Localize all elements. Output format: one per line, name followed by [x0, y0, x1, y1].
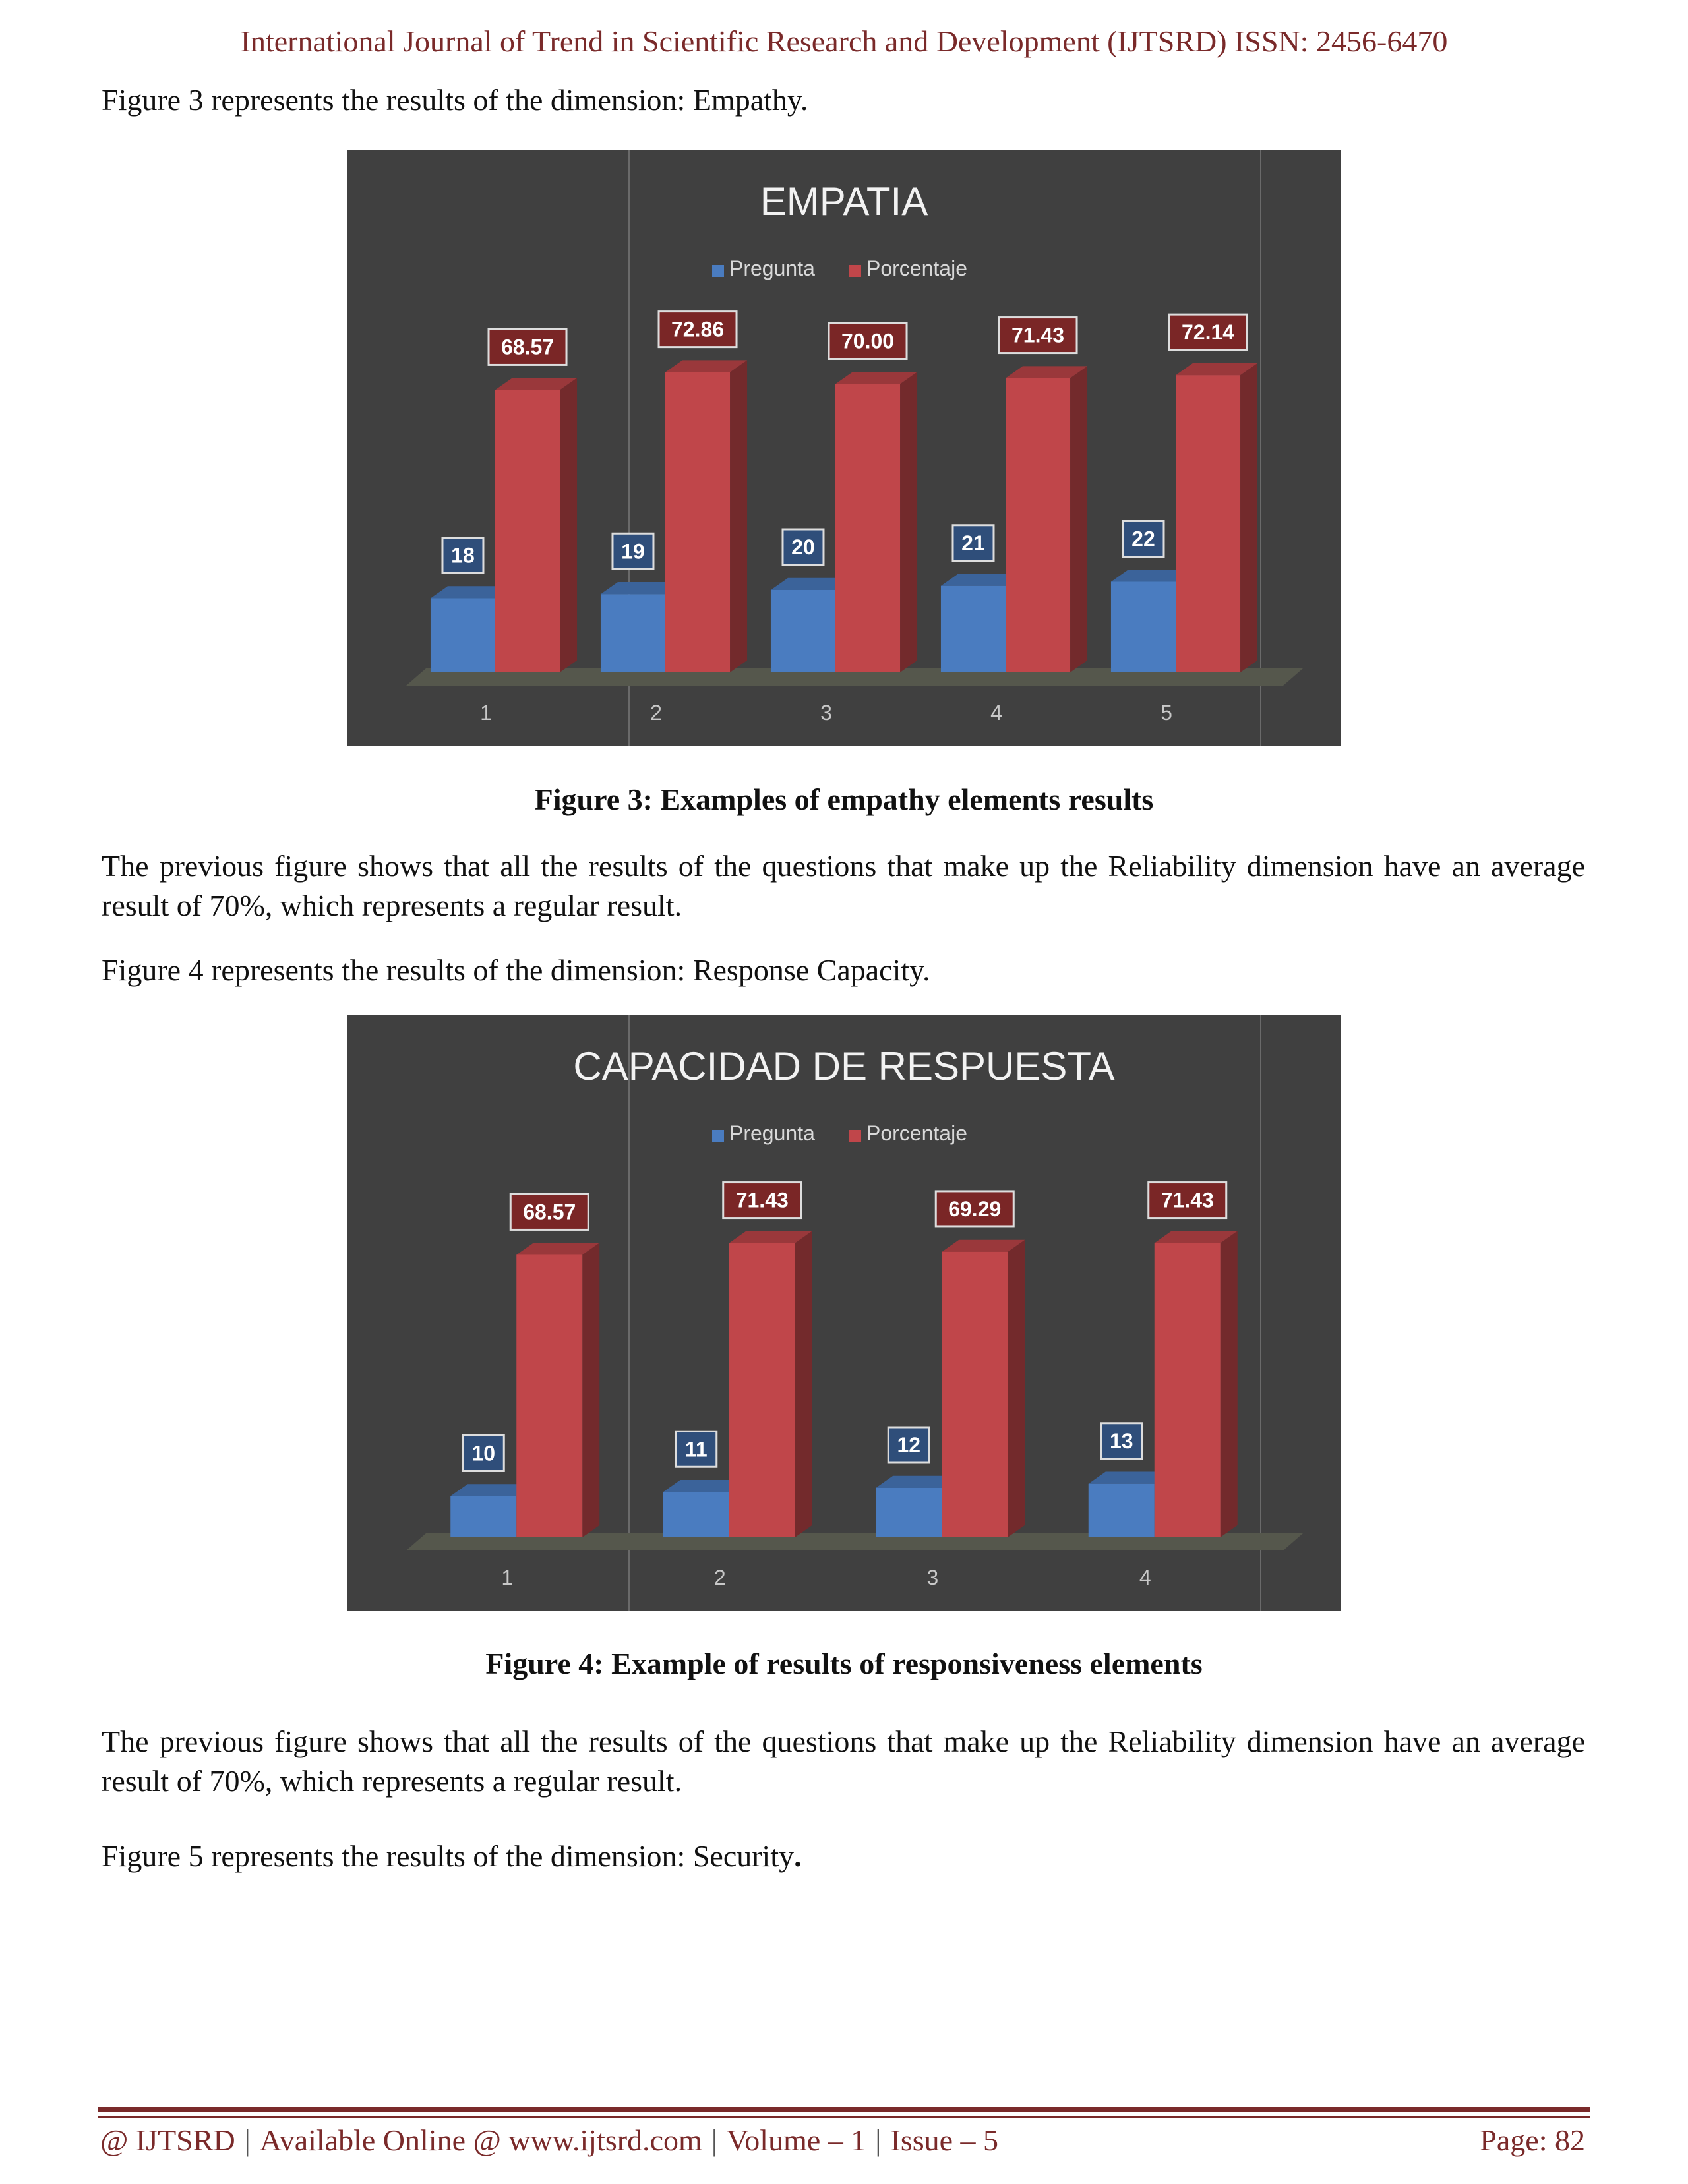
data-label-text: 10	[471, 1441, 496, 1465]
data-label	[676, 1431, 717, 1467]
legend-label: Pregunta	[729, 256, 815, 280]
bar-porcentaje	[495, 378, 577, 672]
bar-front	[1006, 378, 1070, 672]
bar-front	[665, 372, 730, 672]
page-footer	[100, 2123, 1585, 2158]
data-label-text: 21	[961, 531, 985, 555]
data-label-text: 71.43	[1011, 323, 1065, 347]
data-label	[659, 312, 737, 347]
bar-front	[1155, 1243, 1221, 1537]
bar-front	[1176, 375, 1240, 672]
figure3-intro: Figure 3 represents the results of the dimension: Empathy.	[102, 83, 808, 117]
legend-label: Porcentaje	[866, 1121, 967, 1145]
legend-swatch	[849, 265, 861, 277]
bar-front	[835, 384, 900, 673]
footer-volume: Volume – 1	[727, 2123, 866, 2157]
bar-front	[876, 1488, 942, 1537]
bar-porcentaje	[729, 1231, 812, 1537]
data-label-text: 13	[1109, 1429, 1133, 1453]
paragraph-after-figure3: The previous figure shows that all the results of the questions that make up the Reliability dimension have an average result of 70%, which represents a regular result.	[102, 849, 1585, 922]
figure5-intro	[102, 1837, 1585, 1876]
data-label	[936, 1191, 1013, 1227]
paragraph-after-figure4: The previous figure shows that all the results of the questions that make up the Reliability dimension have an average result of 70%, which represents a regular result.	[102, 1725, 1585, 1798]
data-label-text: 69.29	[948, 1196, 1002, 1221]
bar-front	[431, 599, 495, 673]
figure3-caption: Figure 3: Examples of empathy elements results	[534, 782, 1154, 816]
footer-issue: Issue – 5	[890, 2123, 999, 2157]
data-label	[888, 1427, 929, 1463]
footer-rule-thin	[98, 2116, 1590, 2118]
x-tick-label: 5	[1160, 701, 1172, 724]
bar-porcentaje	[835, 372, 917, 672]
legend-swatch	[712, 1130, 724, 1142]
data-label	[783, 529, 824, 565]
data-label-text: 19	[621, 539, 645, 564]
capacidad-chart	[347, 1015, 1341, 1611]
x-tick-label: 1	[480, 701, 492, 724]
data-label	[829, 324, 907, 359]
journal-header: International Journal of Trend in Scientific Research and Development (IJTSRD) ISSN: 2456-6470	[240, 24, 1448, 58]
bar-side	[1240, 363, 1257, 672]
x-tick-label: 3	[926, 1566, 939, 1589]
bar-front	[663, 1492, 729, 1537]
footer-left	[100, 2123, 998, 2158]
footer-rule	[98, 2107, 1590, 2112]
data-label	[613, 533, 653, 569]
data-label-text: 68.57	[500, 335, 555, 359]
bar-front	[601, 594, 665, 672]
bar-front	[495, 390, 560, 672]
bar-side	[795, 1231, 812, 1537]
data-label	[953, 525, 994, 561]
bar-side	[560, 378, 577, 672]
bar-side	[582, 1243, 599, 1537]
bar-front	[1111, 582, 1176, 673]
data-label	[1123, 521, 1164, 557]
legend-label: Porcentaje	[866, 256, 967, 280]
bar-front	[771, 590, 835, 672]
data-label-text: 70.00	[841, 329, 895, 353]
empatia-chart	[347, 150, 1341, 746]
legend-swatch	[712, 265, 724, 277]
data-label	[1149, 1183, 1226, 1218]
data-label	[442, 538, 483, 574]
data-label-text: 22	[1131, 527, 1155, 551]
legend-swatch	[849, 1130, 861, 1142]
data-label	[463, 1436, 504, 1471]
footer-available-online: Available Online @ www.ijtsrd.com	[259, 2123, 702, 2157]
bar-front	[450, 1496, 516, 1538]
data-label-text: 68.57	[523, 1200, 576, 1224]
bar-porcentaje	[942, 1240, 1025, 1537]
footer-separator: |	[875, 2123, 882, 2157]
data-label	[723, 1183, 801, 1218]
figure-4-chart	[347, 1015, 1341, 1611]
bar-front	[942, 1252, 1008, 1537]
bar-porcentaje	[1006, 366, 1087, 672]
bar-side	[900, 372, 917, 672]
bar-porcentaje	[665, 360, 747, 672]
data-label-text: 72.86	[671, 317, 725, 341]
chart-title: CAPACIDAD DE RESPUESTA	[573, 1044, 1115, 1088]
footer-separator: |	[244, 2123, 251, 2157]
data-label	[999, 318, 1077, 353]
x-tick-label: 1	[501, 1566, 514, 1589]
bar-porcentaje	[1155, 1231, 1238, 1537]
figure5-intro-period: .	[794, 1839, 802, 1873]
data-label-text: 72.14	[1181, 320, 1235, 345]
x-tick-label: 2	[713, 1566, 726, 1589]
x-tick-label: 3	[820, 701, 832, 724]
x-tick-label: 4	[1139, 1566, 1151, 1589]
figure4-caption: Figure 4: Example of results of responsiveness elements	[485, 1647, 1203, 1680]
bar-side	[1070, 366, 1087, 672]
footer-journal: @ IJTSRD	[100, 2123, 235, 2157]
bar-front	[1089, 1484, 1155, 1537]
data-label-text: 71.43	[1160, 1188, 1214, 1212]
data-label	[1101, 1423, 1142, 1459]
data-label-text: 18	[451, 543, 475, 568]
data-label	[489, 329, 566, 365]
data-label-text: 12	[897, 1433, 921, 1457]
bar-front	[729, 1243, 795, 1537]
data-label-text: 11	[684, 1437, 708, 1461]
legend-label: Pregunta	[729, 1121, 815, 1145]
data-label-text: 20	[791, 535, 815, 559]
figure4-intro: Figure 4 represents the results of the dimension: Response Capacity.	[102, 953, 930, 987]
figure5-intro-text: Figure 5 represents the results of the dimension: Security	[102, 1839, 795, 1873]
bar-side	[1221, 1231, 1238, 1537]
bar-front	[516, 1254, 582, 1537]
data-label-text: 71.43	[735, 1188, 789, 1212]
data-label	[1169, 314, 1247, 350]
x-tick-label: 4	[990, 701, 1002, 724]
bar-front	[941, 586, 1006, 672]
bar-porcentaje	[1176, 363, 1257, 672]
bar-side	[730, 360, 747, 672]
footer-separator: |	[711, 2123, 717, 2157]
x-tick-label: 2	[650, 701, 662, 724]
figure-3-chart	[347, 150, 1341, 746]
chart-title: EMPATIA	[760, 179, 928, 223]
data-label	[510, 1194, 588, 1229]
footer-page-number: Page: 82	[1480, 2123, 1585, 2157]
bar-porcentaje	[516, 1243, 599, 1537]
bar-side	[1008, 1240, 1025, 1537]
